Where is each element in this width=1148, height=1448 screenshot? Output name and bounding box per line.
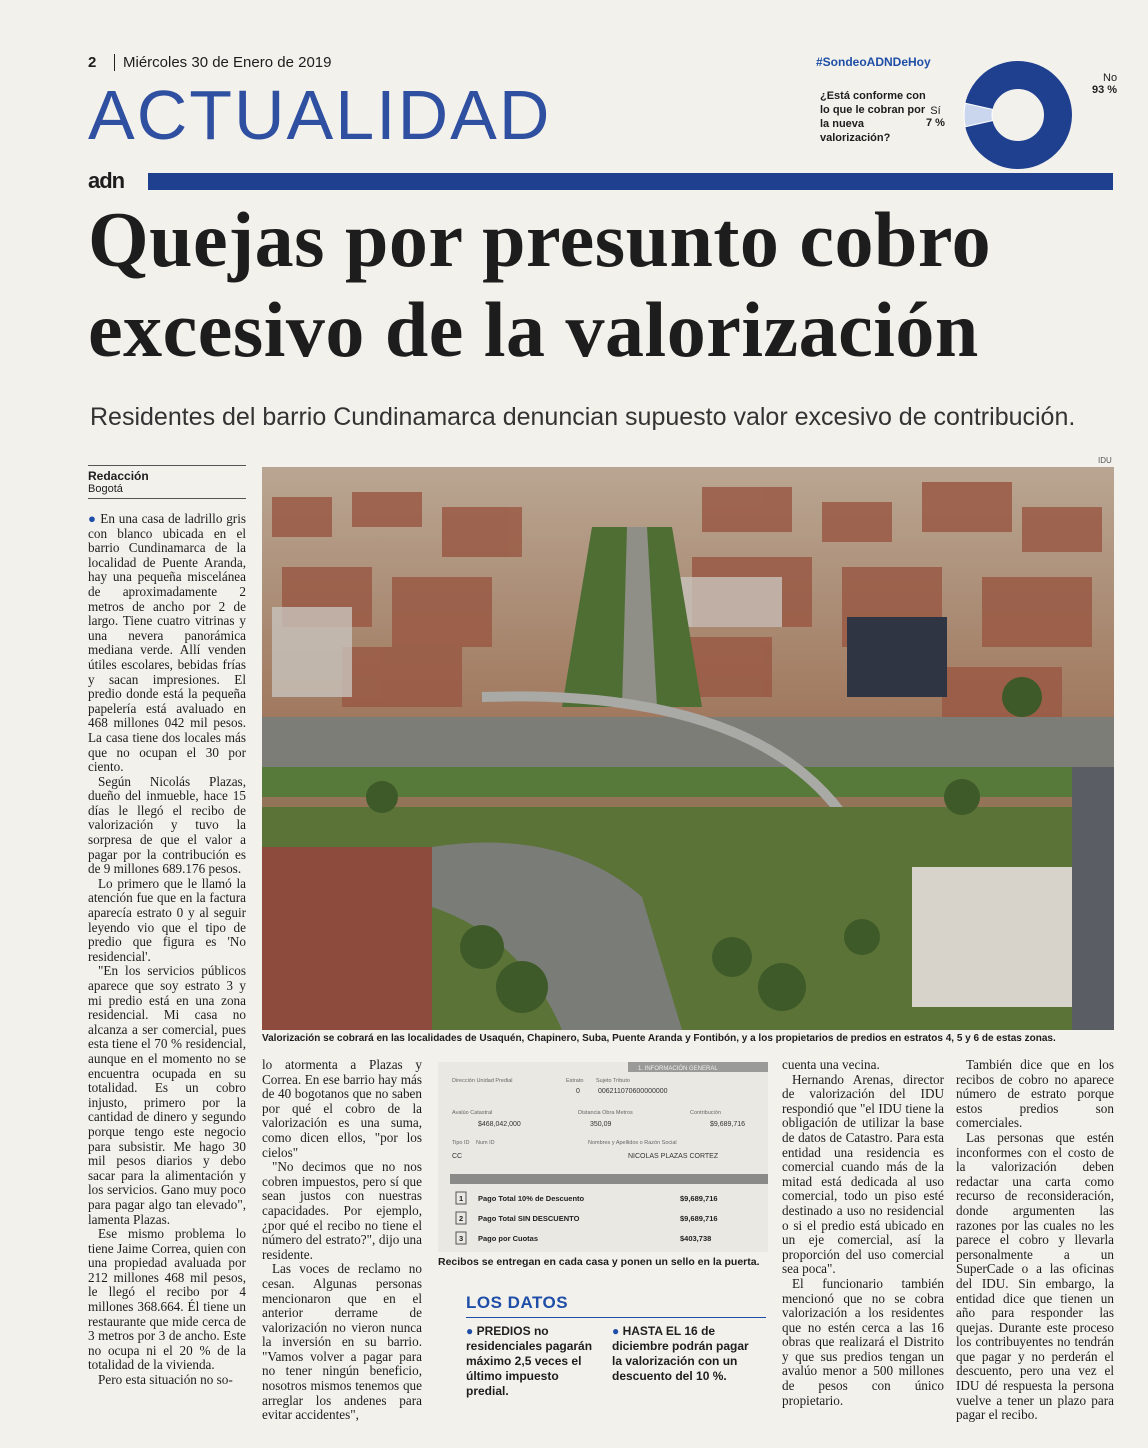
poll-option-label: Sí <box>930 105 941 117</box>
paragraph: Las personas que estén inconformes con el costo de la valorización deben redactar una carta como recurso de reconsideración, donde argumenten las razones por las cuales no les parece el cobro y llevarla personalmente a un SuperCade o a las oficinas del IDU. Sin embargo, la entidad dice que tienen un año para responder las quejas. Durante este proceso los contribuyentes no tendrán que pagar y no perderán el descuento, pero una vez el IDU dé respuesta la persona vuelve a tener un plazo para pagar el recibo. <box>956 1129 1114 1423</box>
paragraph: Pero esta situación no so- <box>98 1372 233 1388</box>
paragraph: Las voces de reclamo no cesan. Algunas personas mencionaron que en el anterior derrame de valorización no vieron nunca la inversión en su barrio. "Vamos volver a pagar para no tener ningún beneficio, nosotros mismos tenemos que arreglar los andenes para evitar accidentes", <box>262 1261 422 1423</box>
receipt-label: Distancia Obra Metros <box>578 1110 633 1116</box>
receipt-label: Nombres y Apellidos o Razón Social <box>588 1140 677 1146</box>
poll-option-label: No <box>1103 72 1118 84</box>
fact-text: de diciembre podrán pagar la valorización con un descuento del 10 %. <box>612 1324 749 1383</box>
divider <box>88 498 246 499</box>
facts-title: LOS DATOS <box>466 1293 569 1312</box>
bullet-icon: ● <box>466 1324 477 1338</box>
paragraph: Según Nicolás Plazas, dueño del inmueble, hace 15 días le llegó el recibo de valorización y tuvo la sorpresa de que el valor a pagar por la contribución es de 9 millones 689.176 pesos. <box>88 773 246 877</box>
receipt-caption: Recibos se entregan en cada casa y ponen un sello en la puerta. <box>438 1256 760 1268</box>
receipt-header: 1. INFORMACIÓN GENERAL <box>638 1066 718 1072</box>
fact-key: PREDIOS <box>476 1324 531 1338</box>
paragraph: Ese mismo problema lo tiene Jaime Correa, quien con una propiedad avaluada por 212 millones 468 mil pesos, le llegó el recibo por 4 millones 368.664. Él tiene un restaurante que mide cerca de 3 metros por 3 de ancho. Este no ocupa ni el 20 % de la totalidad de la vivienda. <box>88 1226 246 1373</box>
receipt-row-value: $9,689,716 <box>680 1194 718 1203</box>
section-title: ACTUALIDAD <box>88 76 552 154</box>
headline-line-2: excesivo de la valorización <box>88 286 979 373</box>
receipt-row-label: Pago Total 10% de Descuento <box>478 1194 585 1203</box>
headline <box>88 195 1118 375</box>
receipt-label: Tipo ID <box>452 1140 470 1146</box>
paragraph: lo atormenta a Plazas y Correa. En ese barrio hay más de 40 bogotanos que no saben por qué el cobro de la valorización es una suma, como dicen ellos, "por los cielos" <box>262 1057 422 1160</box>
fact-item <box>612 1324 762 1384</box>
article-column-4 <box>782 1058 944 1408</box>
photo-caption: Valorización se cobrará en las localidades de Usaquén, Chapinero, Suba, Puente Aranda y Fontibón, y a los propietarios de predios en estratos 4, 5 y 6 de estas zonas. <box>262 1033 1056 1044</box>
receipt-row-value: $9,689,716 <box>680 1214 718 1223</box>
poll-label-si <box>926 105 945 129</box>
brand-stripe <box>148 173 1113 190</box>
receipt-value: $468,042,000 <box>478 1121 521 1128</box>
receipt-photo <box>438 1062 768 1252</box>
paragraph: También dice que en los recibos de cobro no aparece número de estrato porque estos predios son comerciales. <box>956 1057 1114 1131</box>
issue-date: Miércoles 30 de Enero de 2019 <box>114 54 331 71</box>
poll-hashtag: #SondeoADNDeHoy <box>816 55 931 69</box>
paragraph: cuenta una vecina. <box>782 1057 880 1072</box>
receipt-value: 006211070600000000 <box>598 1088 668 1095</box>
receipt-label: Sujeto Tributo <box>596 1078 630 1084</box>
bullet-icon: ● <box>88 511 101 526</box>
receipt-row-label: Pago por Cuotas <box>478 1234 539 1243</box>
receipt-value: CC <box>452 1153 463 1160</box>
receipt-row-number: 3 <box>459 1234 464 1243</box>
photo-credit: IDU <box>1098 456 1112 465</box>
poll-label-no <box>1092 72 1117 96</box>
article-column-2 <box>262 1058 422 1423</box>
author: Redacción <box>88 469 149 483</box>
page-number: 2 <box>88 54 97 71</box>
poll-donut-chart <box>958 60 1078 170</box>
article-column-1 <box>88 512 246 1388</box>
fact-item <box>466 1324 601 1399</box>
paragraph: Lo primero que le llamó la atención fue que en la factura aparecía estrato 0 y al seguir leyendo vio que el tipo de predio que figura es 'No residencial'. <box>88 875 246 964</box>
receipt-row-label: Pago Total SIN DESCUENTO <box>478 1214 580 1223</box>
receipt-label: Estrato <box>566 1078 584 1084</box>
receipt-label: Dirección Unidad Predial <box>452 1078 513 1084</box>
divider <box>466 1317 766 1318</box>
paragraph: Hernando Arenas, director de valorización del IDU respondió que "el IDU tiene la obligación de utilizar la base de datos de Catastro. Para esta entidad una residencia es comercial cuando más de la mitad está dedicada al uso comercial, todo un piso esté destinado a uso no residencial o si el predio está ubicado en un eje comercial, así la proporción del uso comercial sea poca". <box>782 1071 944 1277</box>
poll-question: ¿Está conforme con lo que le cobran por la nueva valorización? <box>820 90 926 144</box>
receipt-value: $9,689,716 <box>710 1121 746 1128</box>
fact-key: HASTA EL 16 <box>622 1324 698 1338</box>
receipt-value: 350,09 <box>590 1121 612 1128</box>
receipt-label: Num ID <box>476 1140 495 1146</box>
aerial-city-photo <box>262 467 1114 1030</box>
receipt-value: NICOLAS PLAZAS CORTEZ <box>628 1153 719 1160</box>
headline-line-1: Quejas por presunto cobro <box>88 196 992 283</box>
receipt-value: 0 <box>576 1088 580 1095</box>
poll-option-value: 7 % <box>926 117 945 129</box>
paragraph: El funcionario también mencionó que no se cobra valorización a los residentes que no estén cerca a las 16 obras que realizará el Distrito y que sus predios tengan un avalúo menor a 500 millones de pesos con único propietario. <box>782 1275 944 1408</box>
receipt-row-value: $403,738 <box>680 1234 712 1243</box>
article-column-5 <box>956 1058 1114 1423</box>
paragraph: En una casa de ladrillo gris con blanco ubicada en el barrio Cundinamarca de la localidad de Puente Aranda, hay una pequeña miscelánea de aproximadamente 2 metros de ancho por 2 de largo. Tiene cuatro vitrinas y una nevera panorámica mediana verde. Allí venden útiles escolares, bebidas frías y sacan impresiones. El predio donde está la pequeña papelería está avaluado en 468 millones 042 mil pesos. La casa tiene dos locales más que no ocupan el 30 por ciento. <box>88 511 246 775</box>
bullet-icon: ● <box>612 1324 623 1338</box>
paragraph: "En los servicios públicos aparece que soy estrato 3 y mi predio está en una zona residencial. Mi casa no alcanza a ser comercial, pues esta tiene el 70 % residencial, aunque en el momento no se encuentra ocupada en su totalidad. Es un cobro injusto, primero por la cantidad de dinero y segundo porque tengo este negocio para subsistir. Me hago 30 mil pesos diarios y debo sacar para la alimentación y los servicios. Gano muy poco para pagar algo tan elevado", lamenta Plazas. <box>88 963 246 1227</box>
paragraph: "No decimos que no nos cobren impuestos, pero sí que sean justos con nuestras capacidades. Por ejemplo, ¿por qué el recibo no tiene el número del estrato?", dijo una residente. <box>262 1159 422 1262</box>
dateline-city: Bogotá <box>88 483 123 495</box>
fact-text: no residenciales pagarán máximo 2,5 veces el último impuesto predial. <box>466 1324 593 1398</box>
receipt-row-number: 2 <box>459 1214 464 1223</box>
brand-logo: adn <box>88 169 128 193</box>
receipt-label: Avalúo Catastral <box>452 1110 493 1116</box>
receipt-label: Contribución <box>690 1110 721 1116</box>
divider <box>88 465 246 466</box>
receipt-row-number: 1 <box>459 1194 464 1203</box>
subheadline: Residentes del barrio Cundinamarca denuncian supuesto valor excesivo de contribución. <box>90 403 1076 431</box>
poll-option-value: 93 % <box>1092 84 1118 96</box>
